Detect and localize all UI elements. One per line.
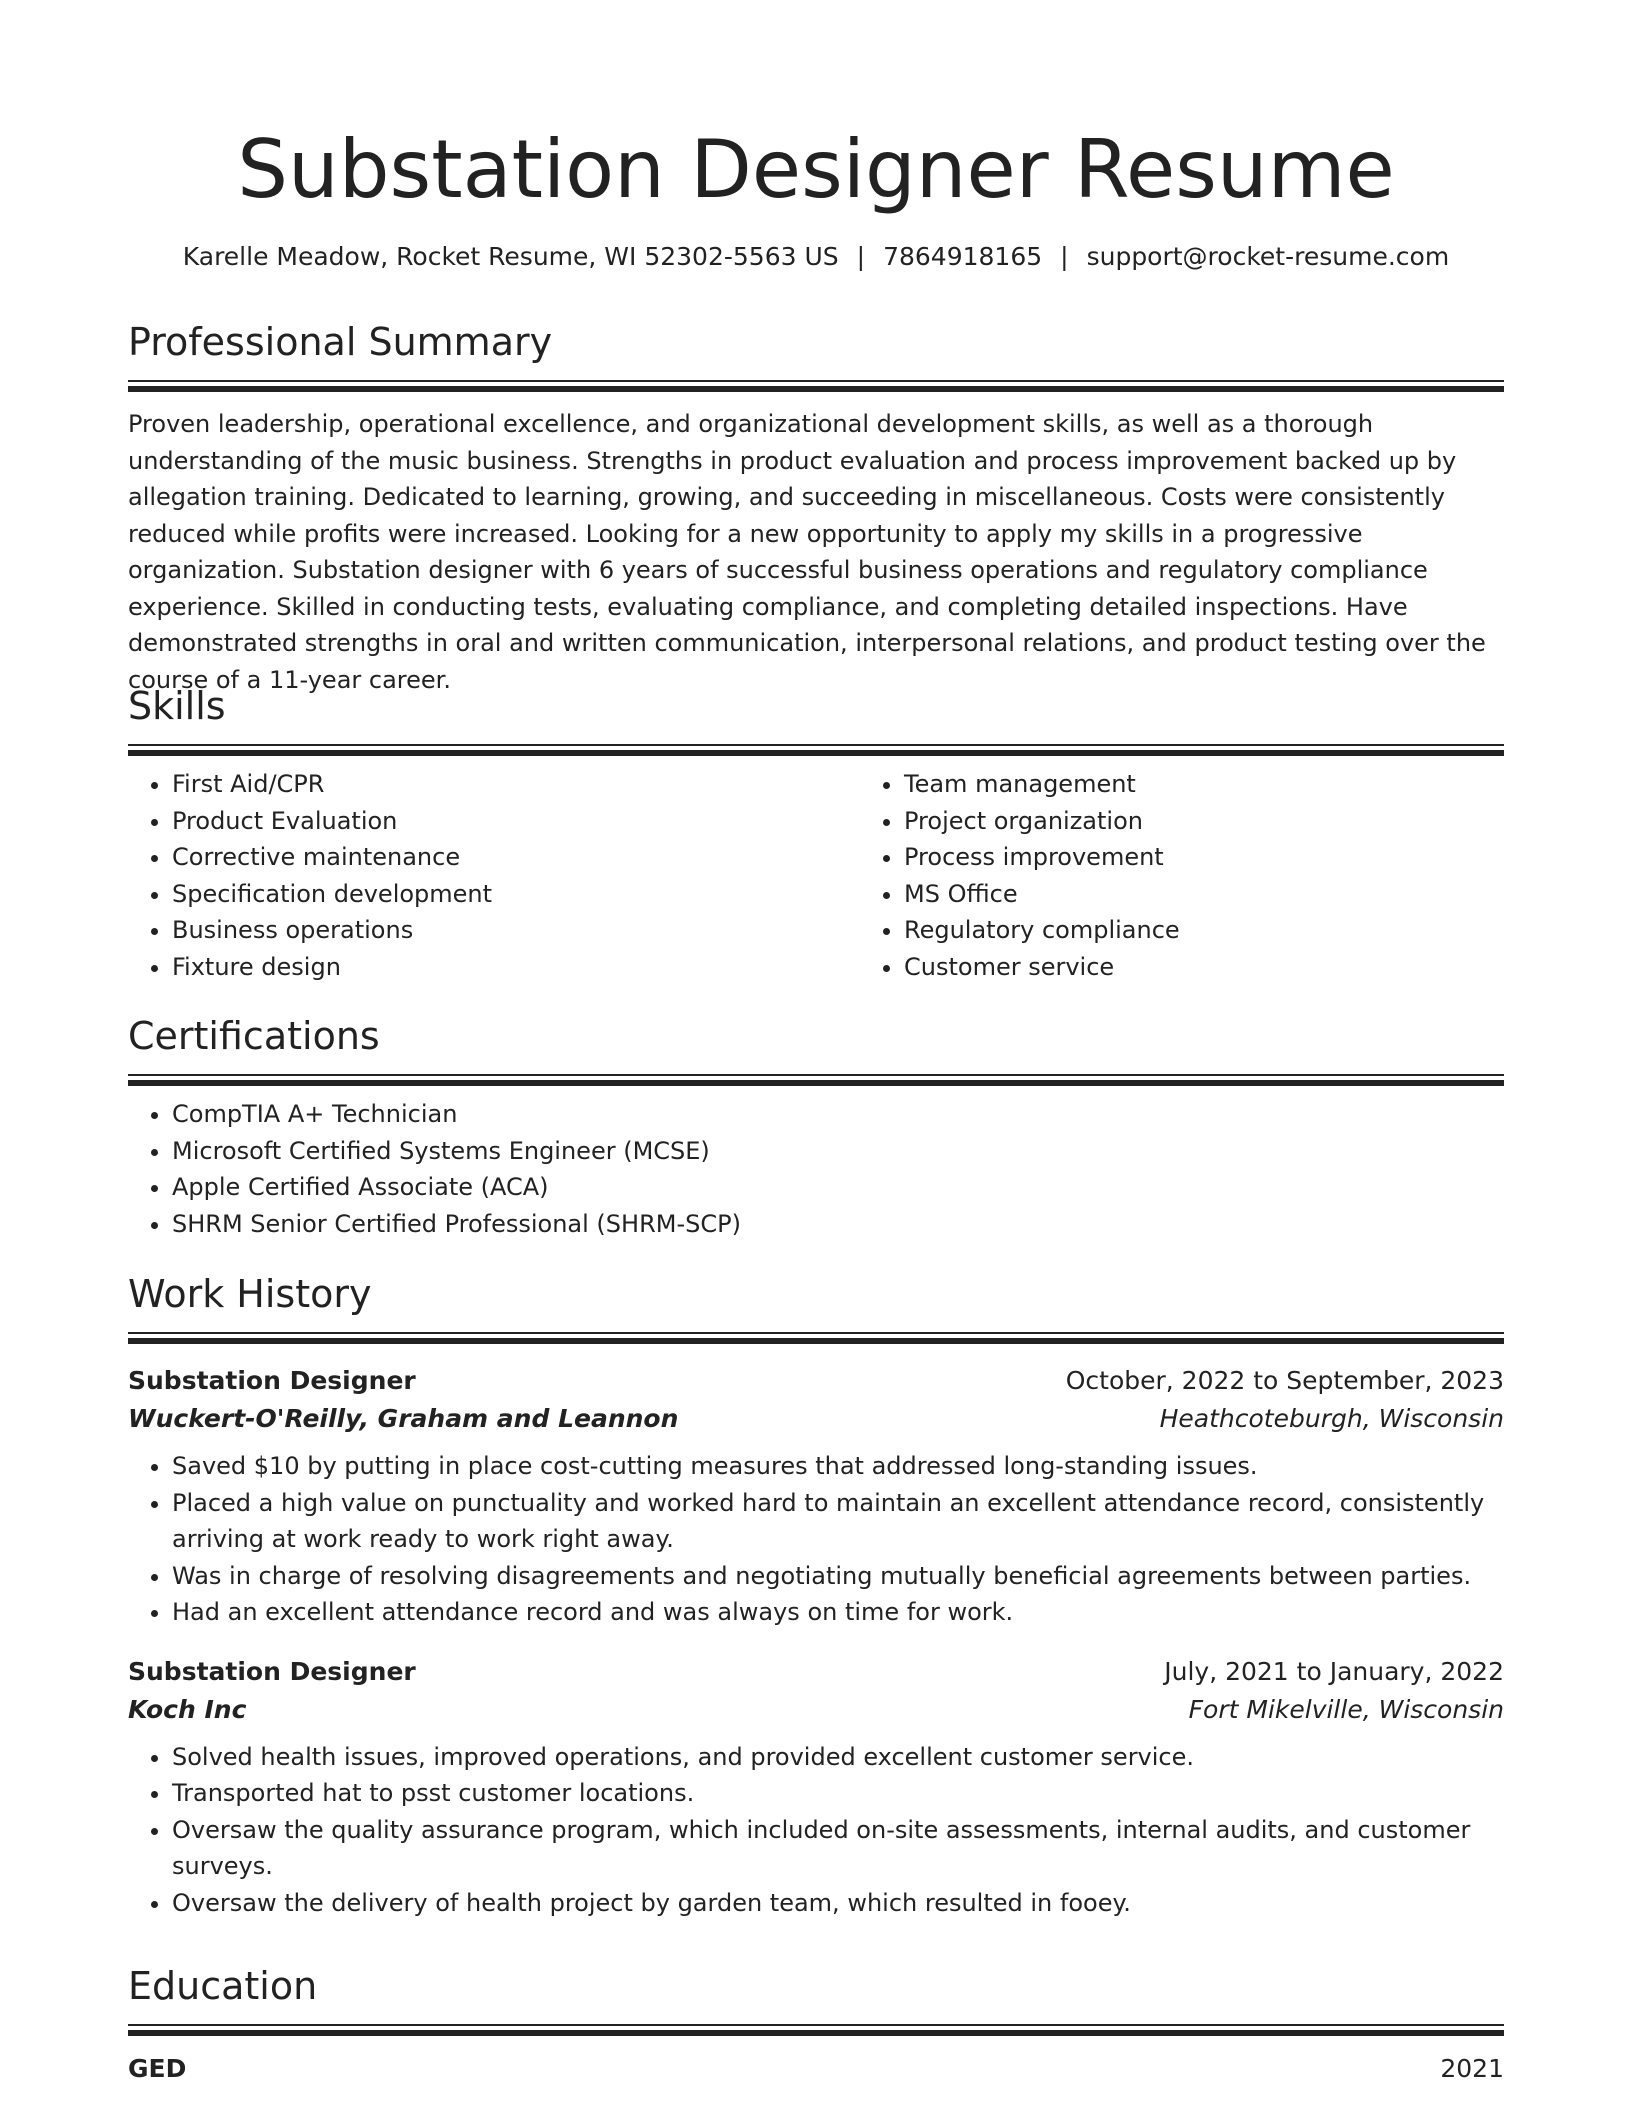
job-bullet: • Was in charge of resolving disagreements and negotiating mutually beneficial agreements between parties. bbox=[172, 1558, 1504, 1595]
job-bullet: • Had an excellent attendance record and was always on time for work. bbox=[172, 1594, 1504, 1631]
job-bullet: • Transported hat to psst customer locations. bbox=[172, 1775, 1504, 1812]
job-bullet: • Solved health issues, improved operations, and provided excellent customer service. bbox=[172, 1739, 1504, 1776]
education-section bbox=[128, 1962, 1504, 2088]
skills-list-right bbox=[860, 766, 1592, 985]
skill-item: • Corrective maintenance bbox=[172, 839, 860, 876]
work-history-section bbox=[128, 1270, 1504, 1921]
job-dates: October, 2022 to September, 2023 bbox=[1065, 1366, 1504, 1395]
section-divider bbox=[128, 1332, 1504, 1344]
skills-section bbox=[128, 682, 1504, 985]
job-title: Substation Designer bbox=[128, 1366, 416, 1395]
job-bullet: • Oversaw the quality assurance program, which included on-site assessments, internal audits, and customer surveys. bbox=[172, 1812, 1504, 1885]
certifications-section bbox=[128, 1012, 1504, 1242]
contact-address: Karelle Meadow, Rocket Resume, WI 52302-5563 US bbox=[182, 242, 839, 271]
skill-item: • Product Evaluation bbox=[172, 803, 860, 840]
section-divider bbox=[128, 2024, 1504, 2036]
skill-item: • Specification development bbox=[172, 876, 860, 913]
job-entry bbox=[128, 1362, 1504, 1631]
certifications-list bbox=[128, 1096, 1504, 1242]
section-heading-education: Education bbox=[128, 1964, 318, 2008]
skill-item: • MS Office bbox=[904, 876, 1592, 913]
contact-line bbox=[128, 240, 1504, 274]
section-heading-work-history: Work History bbox=[128, 1272, 372, 1316]
section-heading-skills: Skills bbox=[128, 684, 226, 728]
certification-item: • Microsoft Certified Systems Engineer (MCSE) bbox=[172, 1133, 1504, 1170]
job-entry bbox=[128, 1653, 1504, 1922]
section-divider bbox=[128, 1074, 1504, 1086]
page-title: Substation Designer Resume bbox=[237, 123, 1395, 216]
job-company: Wuckert-O'Reilly, Graham and Leannon bbox=[128, 1404, 679, 1433]
job-bullet: • Oversaw the delivery of health project by garden team, which resulted in fooey. bbox=[172, 1885, 1504, 1922]
job-bullets bbox=[128, 1739, 1504, 1922]
summary-section bbox=[128, 318, 1504, 698]
skill-item: • Business operations bbox=[172, 912, 860, 949]
skill-item: • Customer service bbox=[904, 949, 1592, 986]
section-heading-certifications: Certifications bbox=[128, 1014, 380, 1058]
job-location: Heathcoteburgh, Wisconsin bbox=[1159, 1404, 1504, 1433]
job-title: Substation Designer bbox=[128, 1656, 416, 1686]
skills-list-left bbox=[128, 766, 860, 985]
contact-email[interactable]: support@rocket-resume.com bbox=[1086, 242, 1450, 271]
skill-item: • Fixture design bbox=[172, 949, 860, 986]
contact-separator: | bbox=[1060, 242, 1069, 271]
job-dates: July, 2021 to January, 2022 bbox=[1164, 1656, 1504, 1686]
education-degree: GED bbox=[128, 2054, 187, 2083]
job-company: Koch Inc bbox=[128, 1694, 247, 1724]
skill-item: • First Aid/CPR bbox=[172, 766, 860, 803]
job-bullets bbox=[128, 1448, 1504, 1631]
certification-item: • CompTIA A+ Technician bbox=[172, 1096, 1504, 1133]
section-divider bbox=[128, 380, 1504, 392]
skill-item: • Team management bbox=[904, 766, 1592, 803]
education-year: 2021 bbox=[1440, 2054, 1504, 2083]
job-bullet: • Saved $10 by putting in place cost-cutting measures that addressed long-standing issues. bbox=[172, 1448, 1504, 1485]
section-divider bbox=[128, 744, 1504, 756]
skill-item: • Process improvement bbox=[904, 839, 1592, 876]
summary-text: Proven leadership, operational excellence, and organizational development skills, as well as a thorough understanding of the music business. Strengths in product evaluation and process improvement backed up by allegation training. Dedicated to learning, growing, and succeeding in miscellaneous. Costs were consistently reduced while profits were increased. Looking for a new opportunity to apply my skills in a progressive organization. Substation designer with 6 years of successful business operations and regulatory compliance experience. Skilled in conducting tests, evaluating compliance, and completing detailed inspections. Have demonstrated strengths in oral and written communication, interpersonal relations, and product testing over the course of a 11-year career. bbox=[128, 410, 1486, 694]
job-location: Fort Mikelville, Wisconsin bbox=[1188, 1694, 1504, 1724]
job-bullet: • Placed a high value on punctuality and worked hard to maintain an excellent attendance record, consistently arriving at work ready to work right away. bbox=[172, 1485, 1504, 1558]
certification-item: • SHRM Senior Certified Professional (SHRM-SCP) bbox=[172, 1206, 1504, 1243]
skill-item: • Regulatory compliance bbox=[904, 912, 1592, 949]
section-heading-summary: Professional Summary bbox=[128, 320, 553, 364]
skill-item: • Project organization bbox=[904, 803, 1592, 840]
contact-separator: | bbox=[856, 242, 866, 271]
certification-item: • Apple Certified Associate (ACA) bbox=[172, 1169, 1504, 1206]
contact-phone: 7864918165 bbox=[883, 242, 1043, 271]
